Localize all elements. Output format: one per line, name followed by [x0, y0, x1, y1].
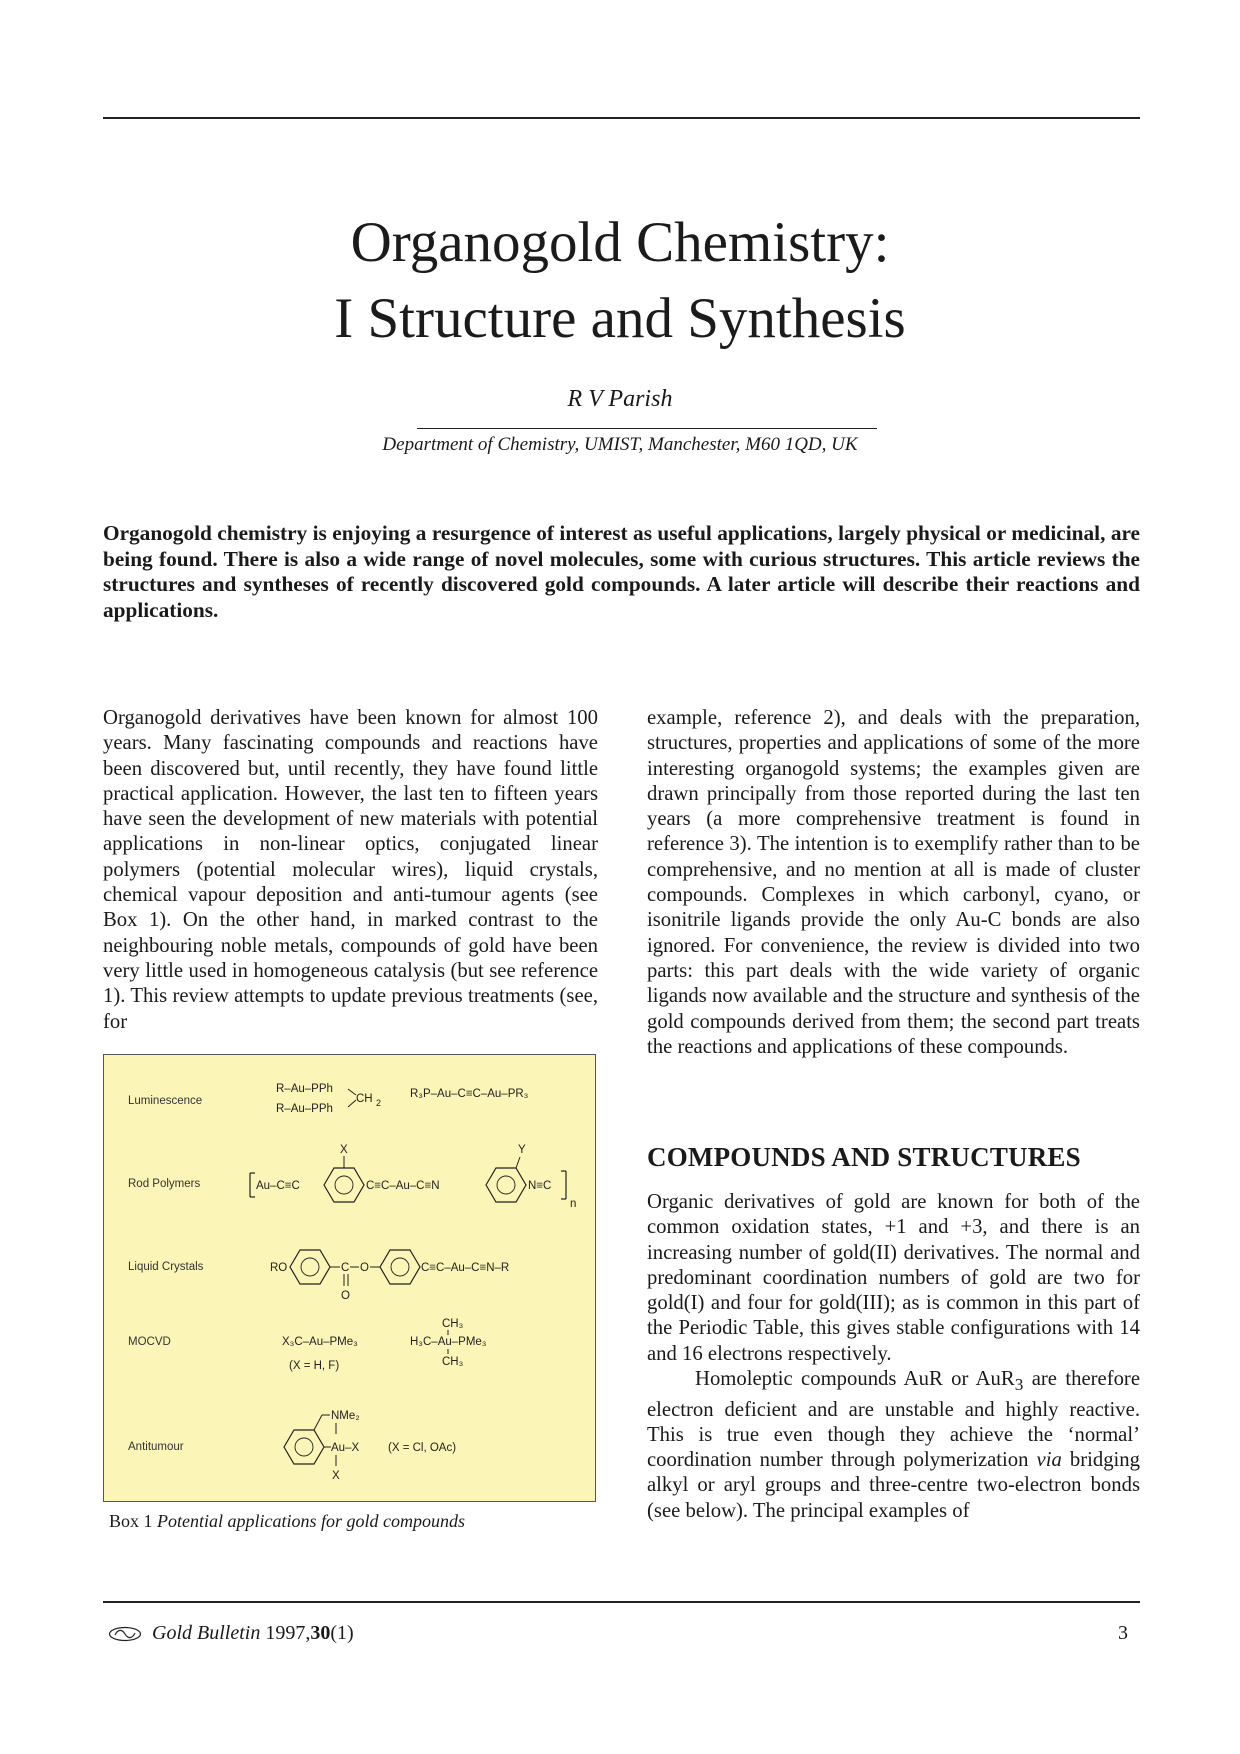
lc-right: C≡C–Au–C≡N–R	[421, 1262, 510, 1274]
box-caption	[109, 1511, 465, 1532]
box-1-figure	[103, 1054, 596, 1502]
box-caption-label: Box 1	[109, 1511, 153, 1531]
rod-part-c: N≡C	[528, 1180, 552, 1192]
rod-ring-2-inner	[497, 1176, 515, 1194]
para2-text-3: bridging alkyl or aryl groups and three-centre two-electron bonds (see below). The principal examples of	[647, 1449, 1140, 1522]
mocvd-right: H₃C–Au–PMe₃	[410, 1336, 487, 1348]
footer-year: 1997,	[265, 1622, 311, 1644]
anti-x-bottom: X	[332, 1470, 340, 1482]
lum-left-top: R–Au–PPh	[276, 1083, 333, 1095]
title-line-2: I Structure and Synthesis	[334, 287, 906, 350]
paragraph-homoleptic	[647, 1367, 1140, 1524]
footer-citation	[108, 1622, 354, 1645]
anti-ch2-bond	[314, 1415, 322, 1430]
intro-continuation: example, reference 2), and deals with the preparation, structures, properties and applications of some of the more interesting organogold systems; the examples given are drawn principally from those reported during the last ten years (a more comprehensive treatment is found in reference 3). The intention is to exemplify rather than to be comprehensive, and no mention at all is made of cluster compounds. Complexes in which carbonyl, cyano, or isonitrile ligands provide the only Au-C bonds are also ignored. For convenience, the review is divided into two parts: this part deals with the wide variety of organic ligands now available and the structure and synthesis of the gold compounds derived from them; the second part treats the reactions and applications of these compounds.	[647, 707, 1140, 1058]
lc-ester-o: O	[360, 1262, 369, 1274]
lum-bond-1	[348, 1089, 356, 1095]
lc-ro: RO	[270, 1262, 288, 1274]
mocvd-right-ch3-bottom: CH₃	[442, 1356, 464, 1368]
lc-ring-1-inner	[301, 1258, 319, 1276]
mocvd-right-ch3-top: CH₃	[442, 1318, 464, 1330]
box-caption-text: Potential applications for gold compounds	[157, 1511, 466, 1531]
liquid-crystal-structure	[270, 1250, 509, 1302]
right-column-bottom	[647, 1190, 1140, 1524]
footer-volume: 30	[310, 1622, 331, 1644]
luminescence-structures	[276, 1083, 529, 1115]
rod-ring-1	[324, 1168, 364, 1202]
author-rule	[417, 428, 877, 429]
rod-x: X	[340, 1144, 348, 1156]
right-column-top	[647, 706, 1140, 1060]
mocvd-left: X₃C–Au–PMe₃	[282, 1336, 358, 1348]
lum-right: R₃P–Au–C≡C–Au–PR₃	[410, 1088, 529, 1100]
lum-ch2-sub: 2	[376, 1098, 382, 1108]
anti-ring-inner	[295, 1438, 313, 1456]
antitumour-structure	[284, 1410, 456, 1482]
page-number: 3	[1118, 1622, 1128, 1644]
lc-carbonyl-o: O	[341, 1290, 350, 1302]
rod-y-bond	[516, 1157, 520, 1168]
affiliation: Department of Chemistry, UMIST, Manchester, M60 1QD, UK	[382, 434, 858, 455]
rod-polymer-structure	[250, 1144, 576, 1210]
lc-ring-2	[380, 1250, 420, 1284]
mocvd-structures	[282, 1318, 487, 1372]
lum-left-bottom: R–Au–PPh	[276, 1103, 333, 1115]
mocvd-left-note: (X = H, F)	[289, 1360, 340, 1372]
article-title	[0, 205, 1240, 357]
rod-y: Y	[518, 1144, 526, 1156]
author: R V Parish	[567, 386, 673, 412]
bottom-rule	[103, 1601, 1140, 1603]
top-rule	[103, 117, 1140, 119]
para2-text-2: are therefore electron deficient and are unstable and highly reactive. This is true even though they achieve the ‘normal’ coordination number through polymerization	[647, 1368, 1140, 1472]
row-label-rod-polymers: Rod Polymers	[128, 1178, 201, 1190]
applications-diagram	[104, 1055, 594, 1500]
rod-ring-2	[486, 1168, 526, 1202]
para2-via: via	[1036, 1449, 1062, 1472]
anti-ring	[284, 1430, 324, 1464]
title-line-1: Organogold Chemistry:	[350, 211, 890, 274]
lum-ch2: CH	[356, 1093, 373, 1105]
footer-issue: (1)	[330, 1622, 354, 1644]
para2-text-1: Homoleptic compounds AuR or AuR	[695, 1368, 1015, 1391]
rod-ring-1-inner	[335, 1176, 353, 1194]
rod-part-a: Au–C≡C	[256, 1180, 300, 1192]
anti-nme2: NMe₂	[331, 1410, 360, 1422]
lc-ring-2-inner	[391, 1258, 409, 1276]
row-label-luminescence: Luminescence	[128, 1095, 203, 1107]
row-label-liquid-crystals: Liquid Crystals	[128, 1261, 204, 1273]
section-heading: COMPOUNDS AND STRUCTURES	[647, 1142, 1081, 1172]
abstract: Organogold chemistry is enjoying a resurgence of interest as useful applications, largely physical or medicinal, are being found. There is also a wide range of novel molecules, some with curious structures. This article reviews the structures and syntheses of recently discovered gold compounds. A later article will describe their reactions and applications.	[103, 521, 1140, 622]
anti-au-x: Au–X	[331, 1442, 360, 1454]
row-label-mocvd: MOCVD	[128, 1336, 171, 1348]
gold-bulletin-logo-icon	[108, 1626, 142, 1642]
paragraph-oxidation-states: Organic derivatives of gold are known for both of the common oxidation states, +1 and +3, and there is an increasing number of gold(II) derivatives. The normal and predominant coordination numbers of gold are two for gold(I) and four for gold(III); as is common in this part of the Periodic Table, this gives stable configurations with 14 and 16 electrons respectively.	[647, 1191, 1140, 1365]
intro-paragraph: Organogold derivatives have been known for almost 100 years. Many fascinating compounds and reactions have been discovered but, until recently, they have found little practical application. However, the last ten to fifteen years have seen the development of new materials with potential applications in non-linear optics, conjugated linear polymers (potential molecular wires), liquid crystals, chemical vapour deposition and anti-tumour agents (see Box 1). On the other hand, in marked contrast to the neighbouring noble metals, compounds of gold have been very little used in homogeneous catalysis (but see reference 1). This review attempts to update previous treatments (see, for	[103, 707, 598, 1033]
para2-subscript: 3	[1014, 1375, 1024, 1395]
rod-part-b: C≡C–Au–C≡N	[366, 1180, 440, 1192]
lum-bond-2	[348, 1100, 356, 1107]
anti-note: (X = Cl, OAc)	[388, 1442, 457, 1454]
row-label-antitumour: Antitumour	[128, 1441, 184, 1453]
footer-journal: Gold Bulletin	[152, 1622, 261, 1644]
lc-carbon: C	[341, 1262, 350, 1274]
rod-n: n	[570, 1198, 577, 1210]
lc-ring-1	[290, 1250, 330, 1284]
left-column	[103, 706, 598, 1035]
